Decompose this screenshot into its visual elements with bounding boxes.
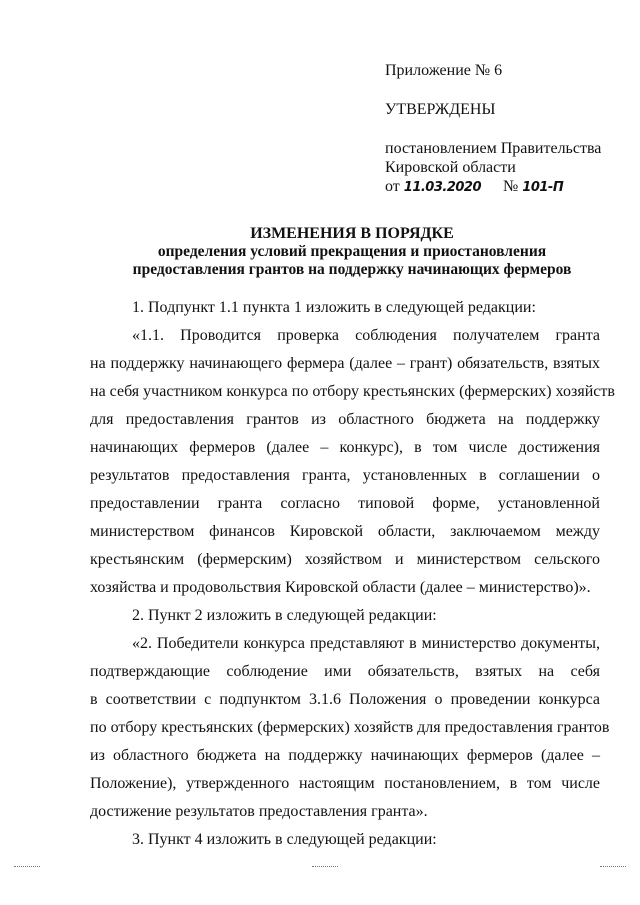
text-line: 2. Пункт 2 изложить в следующей редакции: bbox=[132, 607, 437, 624]
date-prefix: от bbox=[385, 178, 400, 195]
document-heading bbox=[90, 224, 614, 279]
text-line: подтверждающие соблюдение ими обязательств, взятых на себя bbox=[90, 663, 600, 680]
resolution-line-1: постановлением Правительства bbox=[385, 140, 602, 157]
resolution-line-2: Кировской области bbox=[385, 159, 516, 176]
date-value: 11.03.2020 bbox=[403, 180, 482, 195]
text-line: Положение), утвержденного настоящим постановлением, в том числе bbox=[90, 775, 600, 792]
text-line: в соответствии с подпунктом 3.1.6 Положения о проведении конкурса bbox=[90, 691, 600, 708]
text-line: на поддержку начинающего фермера (далее – грант) обязательств, взятых bbox=[90, 355, 600, 372]
text-line: из областного бюджета на поддержку начинающих фермеров (далее – bbox=[90, 747, 600, 764]
scan-mark-left bbox=[14, 866, 40, 869]
text-line: по отбору крестьянских (фермерских) хозяйств для предоставления грантов bbox=[90, 719, 610, 736]
text-line: для предоставления грантов из областного бюджета на поддержку bbox=[90, 411, 600, 428]
text-line: «2. Победители конкурса представляют в министерство документы, bbox=[132, 635, 600, 652]
heading-subtitle-line-2: предоставления грантов на поддержку начинающих фермеров bbox=[132, 261, 572, 278]
text-line: результатов предоставления гранта, установленных в соглашении о bbox=[90, 467, 600, 484]
number-value: 101-П bbox=[522, 180, 564, 195]
text-line: достижение результатов предоставления гранта». bbox=[90, 803, 428, 820]
text-line: 3. Пункт 4 изложить в следующей редакции: bbox=[132, 831, 437, 848]
text-line: 1. Подпункт 1.1 пункта 1 изложить в следующей редакции: bbox=[132, 299, 536, 316]
text-line: на себя участником конкурса по отбору крестьянских (фермерских) хозяйств bbox=[90, 383, 615, 400]
approved-label: УТВЕРЖДЕНЫ bbox=[385, 101, 496, 118]
text-line: хозяйства и продовольствия Кировской области (далее – министерство)». bbox=[90, 579, 591, 596]
text-line: «1.1. Проводится проверка соблюдения получателем гранта bbox=[132, 327, 600, 344]
number-prefix: № bbox=[503, 178, 519, 195]
approval-block bbox=[385, 61, 625, 197]
scan-mark-right bbox=[600, 866, 626, 869]
text-line: предоставлении гранта согласно типовой форме, установленной bbox=[90, 495, 600, 512]
date-number-line bbox=[385, 177, 625, 197]
scan-mark-center bbox=[312, 866, 338, 869]
appendix-label: Приложение № 6 bbox=[385, 62, 503, 79]
text-line: крестьянским (фермерским) хозяйством и министерством сельского bbox=[90, 551, 600, 568]
text-line: начинающих фермеров (далее – конкурс), в том числе достижения bbox=[90, 439, 600, 456]
text-line: министерством финансов Кировской области, заключаемом между bbox=[90, 523, 600, 540]
heading-title: ИЗМЕНЕНИЯ В ПОРЯДКЕ bbox=[250, 225, 454, 242]
heading-subtitle-line-1: определения условий прекращения и приостановления bbox=[157, 243, 547, 260]
